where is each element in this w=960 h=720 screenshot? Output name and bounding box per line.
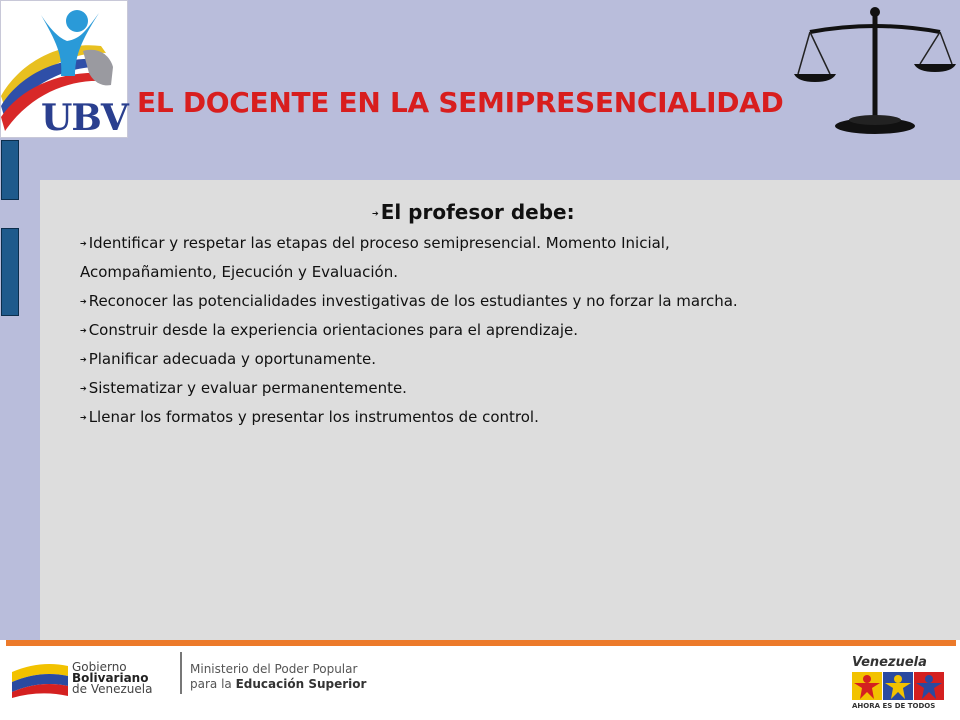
arrow-bullet-icon: ➔: [80, 239, 87, 248]
side-accent-bar-1: [1, 140, 19, 200]
arrow-bullet-icon: ➔: [80, 326, 87, 335]
ubv-logo-text: UBV: [41, 97, 128, 139]
arrow-bullet-icon: ➔: [80, 355, 87, 364]
page-title: EL DOCENTE EN LA SEMIPRESENCIALIDAD: [137, 86, 784, 119]
section-heading-text: El profesor debe:: [380, 200, 575, 224]
ministry-label: Ministerio del Poder Popular para la Educación Superior: [190, 662, 367, 691]
venezuela-flag-icon: [10, 658, 70, 698]
list-item-continuation: Acompañamiento, Ejecución y Evaluación.: [80, 263, 398, 281]
ubv-logo: [0, 0, 128, 138]
footer-divider: [180, 652, 182, 694]
venezuela-logo-title: Venezuela: [852, 655, 927, 670]
government-label: Gobierno Bolivariano de Venezuela: [72, 660, 153, 696]
footer-accent-line: [6, 640, 956, 646]
people-figures-icon: [850, 670, 946, 702]
list-item: ➔ Reconocer las potencialidades investigativas de los estudiantes y no forzar la marcha.: [80, 292, 738, 310]
arrow-bullet-icon: ➔: [80, 413, 87, 422]
list-item: ➔ Sistematizar y evaluar permanentemente.: [80, 379, 407, 397]
list-item: ➔ Planificar adecuada y oportunamente.: [80, 350, 376, 368]
venezuela-logo-slogan: AHORA ES DE TODOS: [852, 702, 936, 710]
list-item: ➔ Construir desde la experiencia orientaciones para el aprendizaje.: [80, 321, 579, 339]
arrow-bullet-icon: ➔: [80, 384, 87, 393]
arrow-bullet-icon: ➔: [372, 209, 379, 218]
list-item: ➔ Llenar los formatos y presentar los instrumentos de control.: [80, 408, 539, 426]
bullet-list: [80, 229, 940, 432]
section-heading: [372, 200, 575, 224]
arrow-bullet-icon: ➔: [80, 297, 87, 306]
list-item: ➔ Identificar y respetar las etapas del proceso semipresencial. Momento Inicial,: [80, 234, 670, 252]
scales-of-justice-icon: [790, 2, 960, 140]
side-accent-bar-2: [1, 228, 19, 316]
